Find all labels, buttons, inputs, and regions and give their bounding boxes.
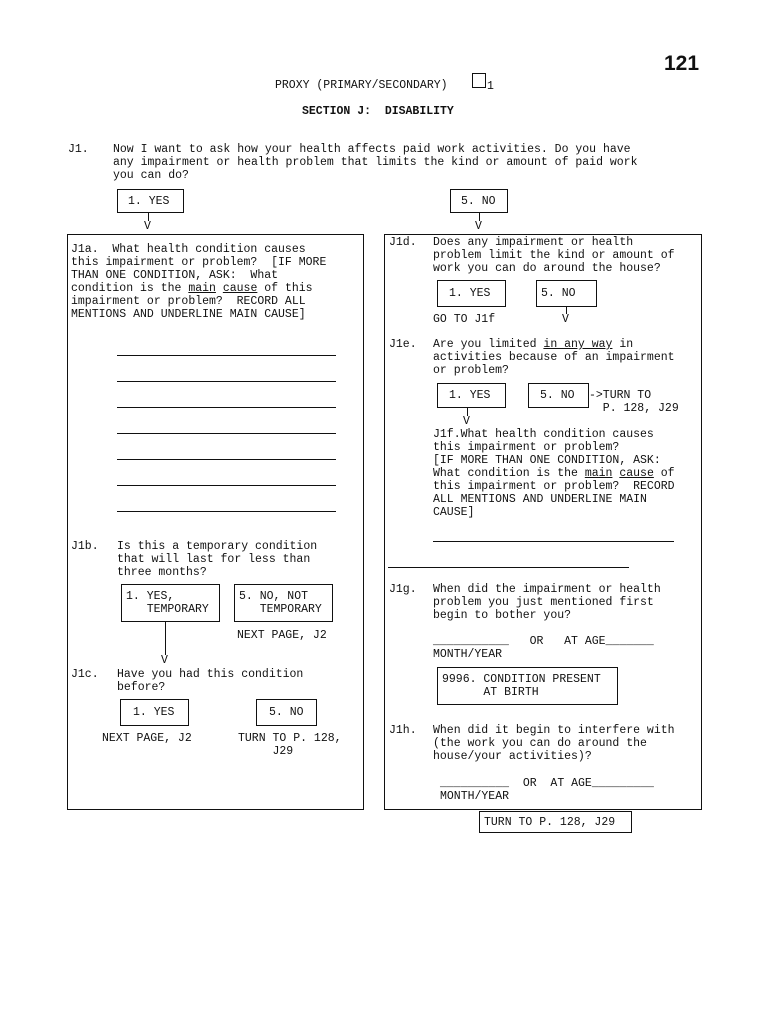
j1-no-label: 5. NO xyxy=(461,195,496,208)
j1d-question: Does any impairment or health problem limit the kind or amount of work you can do around the house? xyxy=(433,236,675,275)
j1-yes-label: 1. YES xyxy=(128,195,170,208)
j1e-no-option[interactable] xyxy=(528,383,589,408)
j1g-number: J1g. xyxy=(389,583,417,596)
j1-question: Now I want to ask how your health affects paid work activities. Do you have any impairment or health problem that limits the kind or amount of paid work you can do? xyxy=(113,143,638,182)
j1e-yes-arrow: V xyxy=(463,415,470,428)
j1c-no-goto: TURN TO P. 128, J29 xyxy=(238,732,342,758)
j1a-answer-line-1[interactable] xyxy=(117,355,336,356)
j1h-goto-box xyxy=(479,811,632,833)
j1f-main: main xyxy=(584,467,613,480)
j1e-no-goto: ->TURN TO P. 128, J29 xyxy=(589,389,679,415)
j1c-yes-goto: NEXT PAGE, J2 xyxy=(102,732,192,745)
j1a-question: J1a. What health condition causes this impairment or problem? [IF MORE THAN ONE CONDITION, ASK: What condition is the main cause of this impairment or problem? RECORD ALL MENTIONS AND UNDERLINE MAIN CAUSE] xyxy=(71,243,327,321)
j1e-yes-label: 1. YES xyxy=(449,389,491,402)
j1g-date-line[interactable]: ___________ OR AT AGE_______ xyxy=(433,635,654,648)
j1b-yes-option[interactable] xyxy=(121,584,220,622)
j1h-date-line[interactable]: __________ OR AT AGE_________ xyxy=(440,777,654,790)
j1g-date-label: MONTH/YEAR xyxy=(433,648,503,661)
j1g-birth-code-option[interactable] xyxy=(437,667,618,705)
j1e-number: J1e. xyxy=(389,338,417,351)
j1e-question: Are you limited in any way in activities because of an impairment or problem? xyxy=(433,338,675,377)
section-title: SECTION J: DISABILITY xyxy=(302,105,454,118)
j1b-yes-arrow: V xyxy=(161,654,168,667)
j1d-no-option[interactable] xyxy=(536,280,597,307)
j1a-cause: cause xyxy=(222,282,258,295)
j1c-no-option[interactable] xyxy=(256,699,317,726)
j1f-answer-line-2[interactable] xyxy=(388,567,629,568)
j1a-answer-line-3[interactable] xyxy=(117,407,336,408)
j1b-no-goto: NEXT PAGE, J2 xyxy=(237,629,327,642)
j1d-no-label: 5. NO xyxy=(541,287,576,300)
j1f-answer-line-1[interactable] xyxy=(433,541,674,542)
j1b-yes-label: 1. YES, TEMPORARY xyxy=(126,590,209,616)
j1-yes-option[interactable] xyxy=(117,189,184,213)
j1a-answer-line-5[interactable] xyxy=(117,459,336,460)
j1-no-option[interactable] xyxy=(450,189,508,213)
j1g-question: When did the impairment or health problem you just mentioned first begin to bother you? xyxy=(433,583,661,622)
j1g-birth-code-label: 9996. CONDITION PRESENT AT BIRTH xyxy=(442,673,601,699)
j1b-question: Is this a temporary condition that will last for less than three months? xyxy=(117,540,318,579)
j1b-yes-connector xyxy=(165,622,166,655)
j1-no-arrow: V xyxy=(475,220,482,233)
proxy-code: 1 xyxy=(487,80,494,93)
j1c-yes-label: 1. YES xyxy=(133,706,175,719)
j1c-number: J1c. xyxy=(71,668,99,681)
j1d-number: J1d. xyxy=(389,236,417,249)
j1b-number: J1b. xyxy=(71,540,99,553)
j1a-answer-line-6[interactable] xyxy=(117,485,336,486)
j1d-yes-label: 1. YES xyxy=(449,287,491,300)
j1b-no-option[interactable] xyxy=(234,584,333,622)
j1b-no-label: 5. NO, NOT TEMPORARY xyxy=(239,590,322,616)
j1e-in-any-way: in any way xyxy=(543,338,613,351)
j1a-main: main xyxy=(188,282,216,295)
j1f-cause: cause xyxy=(619,467,654,480)
j1c-question: Have you had this condition before? xyxy=(117,668,304,694)
j1d-no-arrow: V xyxy=(562,313,569,326)
j1d-yes-goto: GO TO J1f xyxy=(433,313,496,326)
proxy-label: PROXY (PRIMARY/SECONDARY) xyxy=(275,79,448,92)
j1e-yes-option[interactable] xyxy=(437,383,506,408)
j1h-number: J1h. xyxy=(389,724,417,737)
j1a-answer-line-2[interactable] xyxy=(117,381,336,382)
j1c-yes-option[interactable] xyxy=(120,699,189,726)
j1-yes-arrow: V xyxy=(144,220,151,233)
j1h-date-label: MONTH/YEAR xyxy=(440,790,510,803)
j1a-answer-line-4[interactable] xyxy=(117,433,336,434)
proxy-checkbox[interactable] xyxy=(472,73,486,88)
j1f-question: J1f.What health condition causes this impairment or problem? [IF MORE THAN ONE CONDITION, ASK: What condition is the main cause of this impairment or problem? RECORD ALL MENTIONS AND UNDERLINE MAIN CAUSE] xyxy=(433,428,675,519)
j1h-question: When did it begin to interfere with (the work you can do around the house/your activities)? xyxy=(433,724,675,763)
j1c-no-label: 5. NO xyxy=(269,706,304,719)
j1e-no-label: 5. NO xyxy=(540,389,575,402)
j1a-answer-line-7[interactable] xyxy=(117,511,336,512)
page-number: 121 xyxy=(664,52,700,75)
j1-number: J1. xyxy=(68,143,89,156)
j1h-goto-label: TURN TO P. 128, J29 xyxy=(484,816,616,829)
j1d-yes-option[interactable] xyxy=(437,280,506,307)
